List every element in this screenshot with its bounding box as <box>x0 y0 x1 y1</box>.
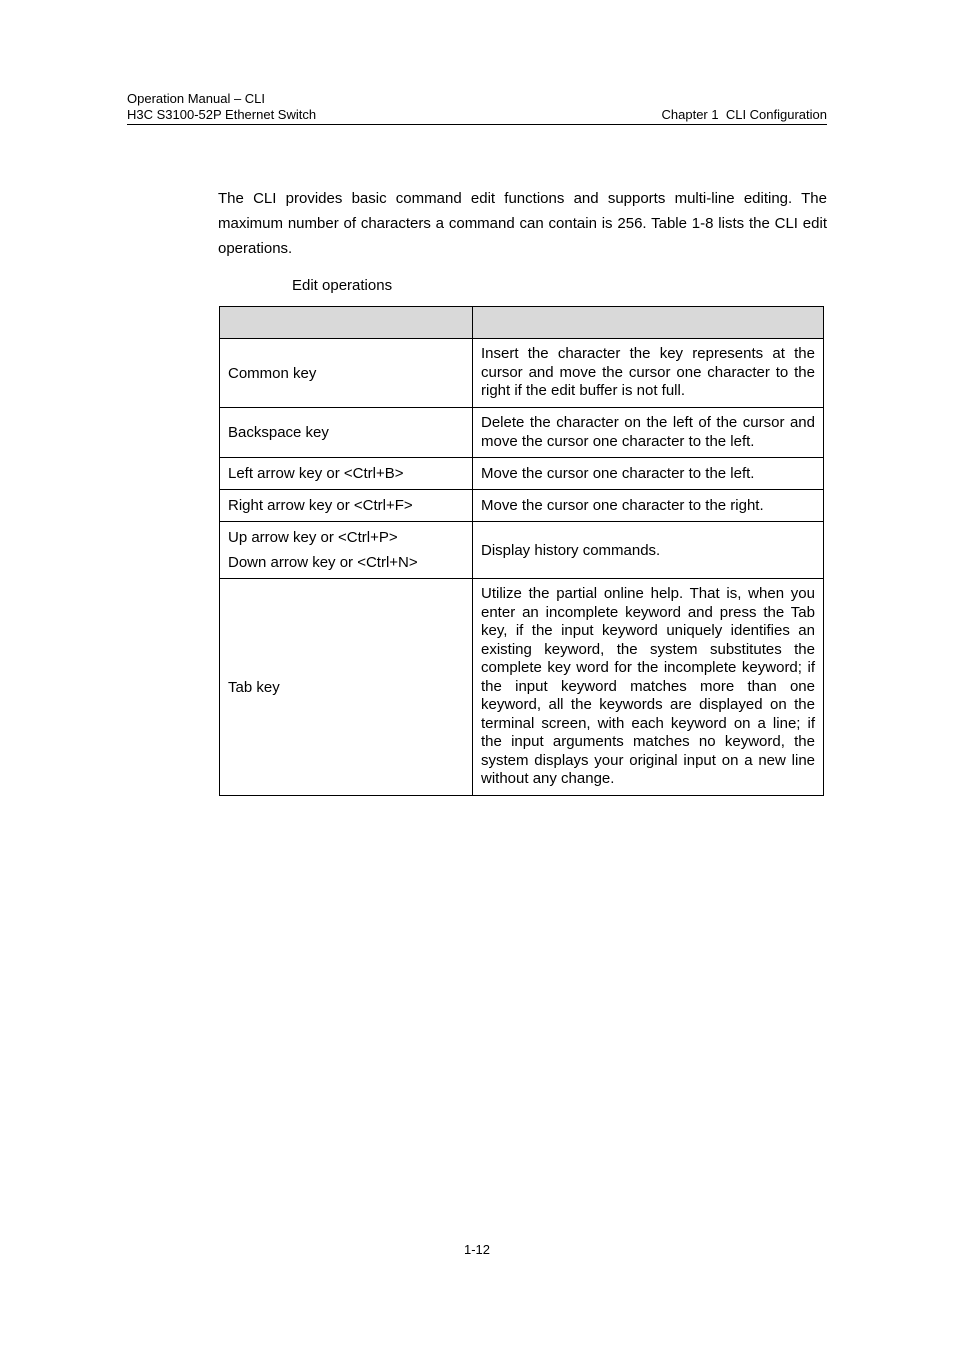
key-cell <box>220 458 473 490</box>
function-cell: Insert the character the key represents at the cursor and move the cursor one character to the right if the edit buffer is not full. <box>473 339 824 408</box>
key-name: Common key <box>228 364 317 382</box>
page-number: 1-12 <box>463 1242 491 1257</box>
running-header-left <box>127 91 316 123</box>
key-cell <box>220 522 473 579</box>
function-cell: Move the cursor one character to the left. <box>473 458 824 490</box>
key-name: Tab key <box>228 678 280 696</box>
table-header-row <box>220 307 824 339</box>
key-name: Down arrow key or <Ctrl+N> <box>228 554 418 571</box>
header-divider <box>127 124 827 125</box>
function-cell: Utilize the partial online help. That is, when you enter an incomplete keyword and press the Tab key, if the input keyword uniquely identifies an existing keyword, the system substitutes the complete key word for the incomplete keyword; if the input keyword matches more than one keyword, all the keywords are displayed on the terminal screen, with each keyword on a line; if the input arguments matches no keyword, the system displays your original input on a new line without any change. <box>473 579 824 796</box>
table-row <box>220 458 824 490</box>
function-cell: Display history commands. <box>473 522 824 579</box>
function-cell: Delete the character on the left of the cursor and move the cursor one character to the left. <box>473 408 824 458</box>
key-cell <box>220 579 473 796</box>
edit-operations-table <box>219 306 824 796</box>
key-name: Left arrow key or <Ctrl+B> <box>228 465 404 482</box>
table-caption: Edit operations <box>292 277 393 294</box>
table-row <box>220 408 824 458</box>
product-name: H3C S3100-52P Ethernet Switch <box>127 107 317 122</box>
table-row <box>220 490 824 522</box>
table-row <box>220 579 824 796</box>
column-header-key <box>220 307 473 339</box>
column-header-function <box>473 307 824 339</box>
function-cell: Move the cursor one character to the right. <box>473 490 824 522</box>
chapter-title: Chapter 1 CLI Configuration <box>661 107 827 122</box>
key-name: Up arrow key or <Ctrl+P> <box>228 529 398 546</box>
table-row <box>220 339 824 408</box>
table-row <box>220 522 824 579</box>
key-name: Backspace key <box>228 424 329 441</box>
key-cell <box>220 490 473 522</box>
key-cell <box>220 339 473 408</box>
manual-title: Operation Manual – CLI <box>127 91 266 106</box>
key-cell <box>220 408 473 458</box>
key-name: Right arrow key or <Ctrl+F> <box>228 497 413 514</box>
intro-paragraph: The CLI provides basic command edit functions and supports multi-line editing. The maximum number of characters a command can contain is 256. Table 1-8 lists the CLI edit operations. <box>218 190 827 257</box>
